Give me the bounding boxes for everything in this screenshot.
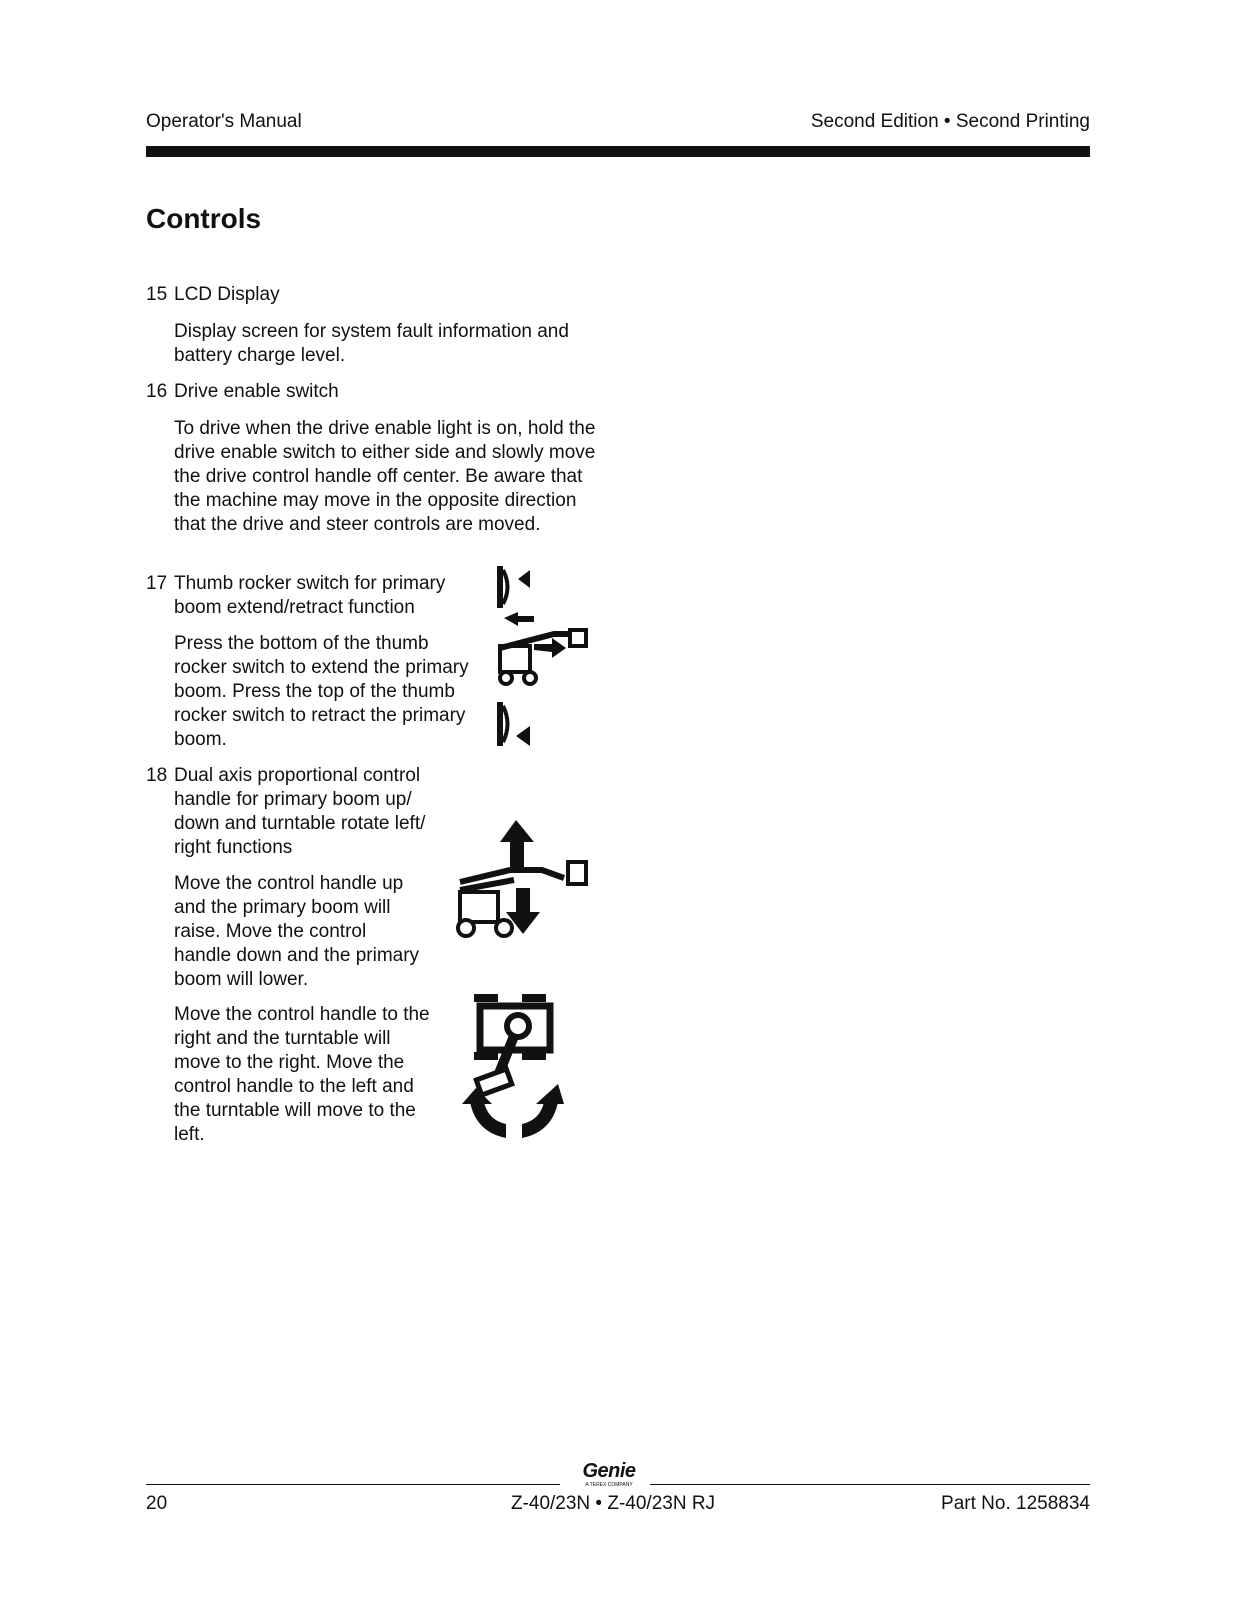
boom-extend-retract-icon <box>494 612 590 688</box>
item-15-description: Display screen for system fault information and battery charge level. <box>174 321 569 366</box>
header-title: Operator's Manual <box>146 111 302 132</box>
item-18-description-turntable: Move the control handle to the right and the turntable will move to the right. Move the control handle to the left and the turntable will move to the left. <box>174 1004 430 1145</box>
item-17-title-line-1: Thumb rocker switch for primary <box>174 573 446 594</box>
footer-rule-left <box>146 1484 560 1485</box>
item-16-description: To drive when the drive enable light is on, hold the drive enable switch to either side and slowly move the drive control handle off center. Be aware that the machine may move in the opposite direction that the drive and steer controls are moved. <box>174 418 596 535</box>
item-16-heading <box>146 380 339 404</box>
item-17-heading <box>146 572 445 620</box>
header-rule <box>146 146 1090 157</box>
section-title: Controls <box>146 203 262 234</box>
boom-up-down-icon <box>454 820 590 942</box>
genie-logo-subtext: A TEREX COMPANY <box>585 1482 633 1488</box>
item-16-title: Drive enable switch <box>174 381 339 402</box>
item-17-number: 17 <box>146 573 168 594</box>
item-16-number: 16 <box>146 381 168 402</box>
genie-logo <box>572 1460 646 1488</box>
item-15-heading <box>146 283 280 307</box>
item-18-title-line-2: handle for primary boom up/ <box>174 789 412 810</box>
item-17-description: Press the bottom of the thumb rocker switch to extend the primary boom. Press the top of the thumb rocker switch to retract the primary boom. <box>174 633 469 750</box>
footer-model: Z-40/23N • Z-40/23N RJ <box>510 1493 716 1514</box>
footer-part-number: Part No. 1258834 <box>941 1493 1090 1514</box>
item-15-number: 15 <box>146 284 168 305</box>
item-18-heading <box>146 764 425 860</box>
page-number: 20 <box>146 1493 168 1514</box>
item-18-title-line-1: Dual axis proportional control <box>174 765 421 786</box>
footer-rule-right <box>650 1484 1090 1485</box>
thumb-rocker-extend-icon <box>494 700 534 748</box>
item-18-description-boom: Move the control handle up and the primary boom will raise. Move the control handle down and the primary boom will lower. <box>174 873 420 990</box>
item-18-title-line-3: down and turntable rotate left/ <box>174 813 426 834</box>
genie-logo-text: Genie <box>582 1460 636 1482</box>
item-17-title-line-2: boom extend/retract function <box>174 597 415 618</box>
thumb-rocker-retract-icon <box>494 564 534 610</box>
item-18-number: 18 <box>146 765 168 786</box>
item-18-title-line-4: right functions <box>174 837 293 858</box>
turntable-rotate-icon <box>460 992 564 1142</box>
header-edition: Second Edition • Second Printing <box>810 111 1090 132</box>
item-15-title: LCD Display <box>174 284 280 305</box>
